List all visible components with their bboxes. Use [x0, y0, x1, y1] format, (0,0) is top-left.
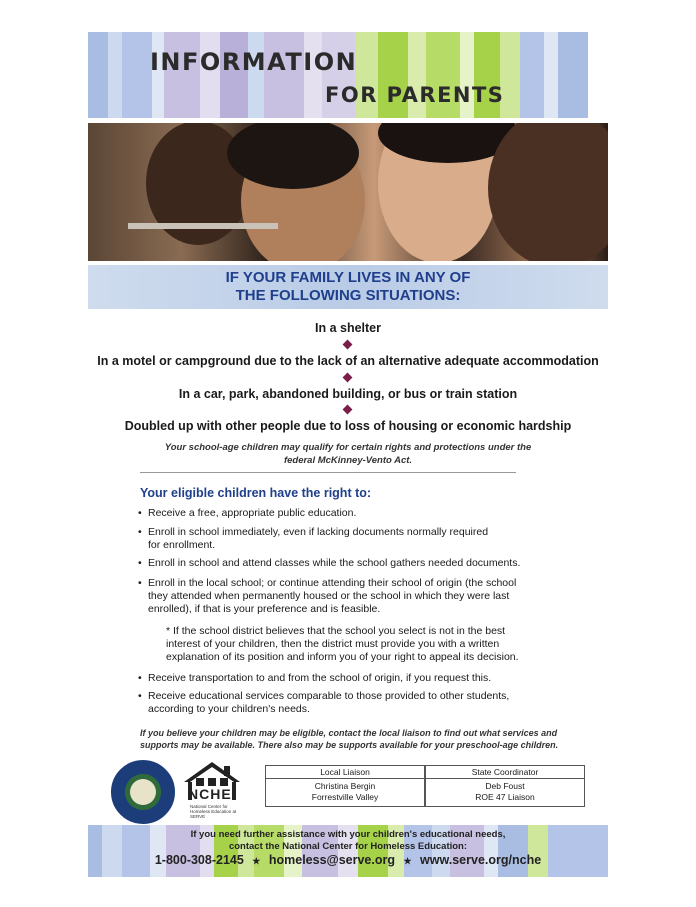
- footer-contact-text: [88, 829, 608, 853]
- footer-contact-details: [88, 853, 608, 867]
- local-liaison-box: [265, 765, 425, 807]
- divider: [140, 472, 516, 473]
- footer-phone: 1-800-308-2145: [154, 853, 244, 867]
- diamond-bullet-icon: [343, 405, 353, 415]
- footer-line-2: contact the National Center for Homeless Education:: [228, 841, 468, 852]
- rights-item-text: Receive a free, appropriate public education.: [148, 507, 357, 519]
- children-photo: [88, 123, 608, 261]
- rights-item-text: Enroll in the local school; or continue attending their school of origin (the school they attended when permanently housed or the school in which they were last enrolled), if that is your preference and is feasible.: [148, 577, 517, 615]
- banner-line-2: THE FOLLOWING SITUATIONS:: [235, 287, 461, 304]
- qualify-note-line-1: Your school-age children may qualify for certain rights and protections under the: [164, 442, 532, 453]
- rights-list-item: • Receive transportation to and from the school of origin, if you request this.: [138, 672, 578, 685]
- rights-list-item: • Receive educational services comparable to those provided to other students, according to your children's needs.: [138, 690, 578, 716]
- local-liaison-place: Forrestville Valley: [311, 792, 379, 802]
- qualify-note-line-2: federal McKinney-Vento Act.: [283, 455, 413, 466]
- rights-item-text: Enroll in school and attend classes while the school gathers needed documents.: [148, 557, 521, 569]
- eligibility-note: If you believe your children may be eligible, contact the local liaison to find out what services and supports may be available. There also may be supports available for your preschool-age children.: [140, 728, 559, 750]
- local-liaison-name: Christina Bergin: [314, 781, 376, 791]
- rights-list-item: • Enroll in the local school; or continue attending their school of origin (the school they attended when permanently housed or the school in which they were last enrolled), if that is your preference and is feasible.: [138, 577, 578, 616]
- nche-logo-icon: [180, 758, 244, 822]
- rights-list-item: • Receive a free, appropriate public education.: [138, 507, 578, 520]
- separator-star-icon: ★: [403, 856, 412, 866]
- diamond-bullet-icon: [343, 373, 353, 383]
- state-coordinator-name: Deb Foust: [485, 781, 525, 791]
- situation-item: Doubled up with other people due to loss of housing or economic hardship: [124, 419, 572, 433]
- situation-item: In a motel or campground due to the lack of an alternative adequate accommodation: [97, 354, 599, 368]
- state-coordinator-box: [425, 765, 585, 807]
- qualify-note: [140, 441, 556, 467]
- title-for-parents: FOR PARENTS: [325, 83, 505, 107]
- footer-email-link[interactable]: homeless@serve.org: [268, 853, 395, 867]
- rights-item-text: Receive transportation to and from the school of origin, if you request this.: [148, 672, 492, 684]
- nche-logo-caption: National Center for Homeless Education at SERVE: [190, 804, 237, 819]
- rights-item-text: Enroll in school immediately, even if lacking documents normally required for enrollment.: [148, 526, 489, 551]
- rights-heading: Your eligible children have the right to:: [140, 486, 372, 500]
- local-liaison-header: Local Liaison: [266, 766, 424, 779]
- situation-item: In a car, park, abandoned building, or bus or train station: [178, 387, 518, 401]
- banner-line-1: IF YOUR FAMILY LIVES IN ANY OF: [225, 269, 471, 286]
- rights-list-item: • Enroll in school and attend classes while the school gathers needed documents.: [138, 557, 578, 570]
- diamond-bullet-icon: [343, 340, 353, 350]
- department-of-education-seal-icon: [111, 760, 175, 824]
- rights-item-text: Receive educational services comparable to those provided to other students, according to your children's needs.: [148, 690, 510, 715]
- school-district-note: * If the school district believes that the school you select is not in the best interest of your children, then the district must provide you with a written explanation of its position and inform you of your right to appeal its decision.: [166, 625, 519, 663]
- separator-star-icon: ★: [252, 856, 261, 866]
- state-coordinator-header: State Coordinator: [426, 766, 584, 779]
- state-coordinator-place: ROE 47 Liaison: [475, 792, 535, 802]
- footer-line-1: If you need further assistance with your children's educational needs,: [190, 829, 506, 840]
- nche-logo-text: NCHE: [188, 786, 232, 802]
- situations-banner: [88, 265, 608, 309]
- rights-list-item: • Enroll in school immediately, even if lacking documents normally required for enrollment.: [138, 526, 578, 552]
- title-information: INFORMATION: [150, 48, 358, 76]
- situation-item: In a shelter: [315, 321, 381, 335]
- footer-website-link[interactable]: www.serve.org/nche: [420, 853, 542, 867]
